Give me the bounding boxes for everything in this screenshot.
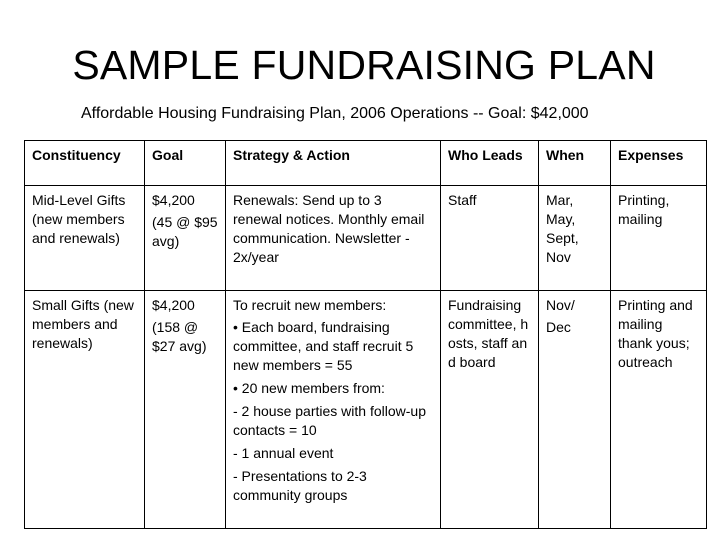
table-header-row [25, 141, 707, 186]
goal-detail: (45 @ $95 avg) [152, 214, 218, 249]
strategy-dash-item: - 2 house parties with follow-up contacts = 10 [233, 403, 426, 438]
cell-who-leads: Fundraising committee, hosts, staff and board [441, 291, 539, 529]
header-who-leads: Who Leads [441, 141, 539, 186]
strategy-dash-item: - 1 annual event [233, 445, 334, 461]
cell-strategy [226, 186, 441, 291]
cell-expenses: Printing, mailing [611, 186, 707, 291]
goal-amount: $4,200 [152, 297, 195, 313]
strategy-intro: To recruit new members: [233, 297, 387, 313]
header-expenses: Expenses [611, 141, 707, 186]
cell-goal [145, 291, 226, 529]
page-subtitle: Affordable Housing Fundraising Plan, 2006 Operations -- Goal: $42,000 [81, 105, 589, 122]
cell-expenses: Printing and mailing thank yous; outreach [611, 291, 707, 529]
page-title: SAMPLE FUNDRAISING PLAN [72, 42, 656, 88]
cell-constituency: Small Gifts (new members and renewals) [25, 291, 145, 529]
goal-detail: (158 @ $27 avg) [152, 319, 207, 354]
cell-goal [145, 186, 226, 291]
cell-when [539, 291, 611, 529]
when-part: Nov/ [546, 297, 575, 313]
strategy-dash-item: - Presentations to 2-3 community groups [233, 468, 367, 503]
table-row [25, 186, 707, 291]
strategy-bullet: • 20 new members from: [233, 380, 385, 396]
header-constituency: Constituency [25, 141, 145, 186]
table-row [25, 291, 707, 529]
cell-constituency: Mid-Level Gifts (new members and renewals) [25, 186, 145, 291]
header-strategy-action: Strategy & Action [226, 141, 441, 186]
cell-when: Mar, May, Sept, Nov [539, 186, 611, 291]
strategy-text: Renewals: Send up to 3 renewal notices. Monthly email communication. Newsletter - 2x/year [233, 192, 425, 265]
header-goal: Goal [145, 141, 226, 186]
goal-amount: $4,200 [152, 192, 195, 208]
cell-strategy [226, 291, 441, 529]
when-part: Dec [546, 319, 571, 335]
fundraising-plan-table [24, 140, 707, 529]
cell-who-leads: Staff [441, 186, 539, 291]
header-when: When [539, 141, 611, 186]
strategy-bullet: • Each board, fundraising committee, and staff recruit 5 new members = 55 [233, 319, 414, 373]
